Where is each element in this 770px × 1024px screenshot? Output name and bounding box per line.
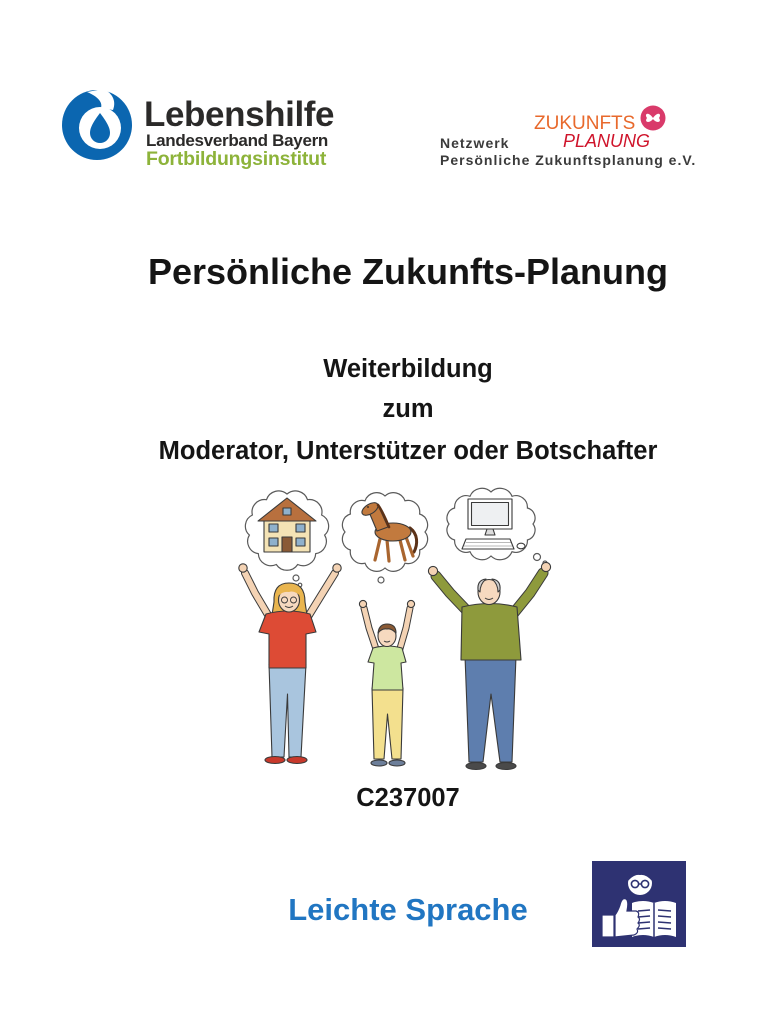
leichte-sprache-label: Leichte Sprache bbox=[288, 892, 528, 927]
subtitle-line-2: zum bbox=[382, 395, 434, 423]
lebenshilfe-region: Landesverband Bayern bbox=[146, 131, 329, 150]
netzwerk-org-name: Persönliche Zukunftsplanung e.V. bbox=[440, 152, 697, 168]
cover-illustration bbox=[230, 480, 560, 780]
page-title: Persönliche Zukunfts-Planung bbox=[147, 251, 669, 292]
course-code: C237007 bbox=[356, 784, 460, 812]
thought-bubble-computer bbox=[447, 488, 547, 565]
thought-bubble-house bbox=[245, 491, 328, 587]
child-arms-raised-icon bbox=[359, 600, 414, 766]
thought-bubble-horse bbox=[342, 493, 427, 583]
planung-wordmark: PLANUNG bbox=[563, 131, 651, 151]
netzwerk-label: Netzwerk bbox=[440, 135, 510, 151]
thought-bubble-tail bbox=[293, 575, 299, 581]
subtitle-line-3: Moderator, Unterstützer oder Botschafter bbox=[158, 437, 658, 465]
thought-bubble-tail bbox=[534, 554, 541, 561]
thought-bubble-tail bbox=[378, 577, 384, 583]
easy-read-icon bbox=[592, 861, 686, 947]
woman-arms-raised-icon bbox=[239, 564, 341, 764]
subtitle-line-1: Weiterbildung bbox=[323, 355, 493, 383]
lebenshilfe-drop-icon bbox=[57, 86, 137, 161]
man-arms-raised-icon bbox=[428, 562, 550, 769]
lebenshilfe-name: Lebenshilfe bbox=[144, 95, 335, 134]
lebenshilfe-institute: Fortbildungsinstitut bbox=[146, 148, 327, 170]
butterfly-icon bbox=[640, 105, 666, 131]
zukunfts-wordmark: ZUKUNFTS bbox=[534, 113, 636, 134]
